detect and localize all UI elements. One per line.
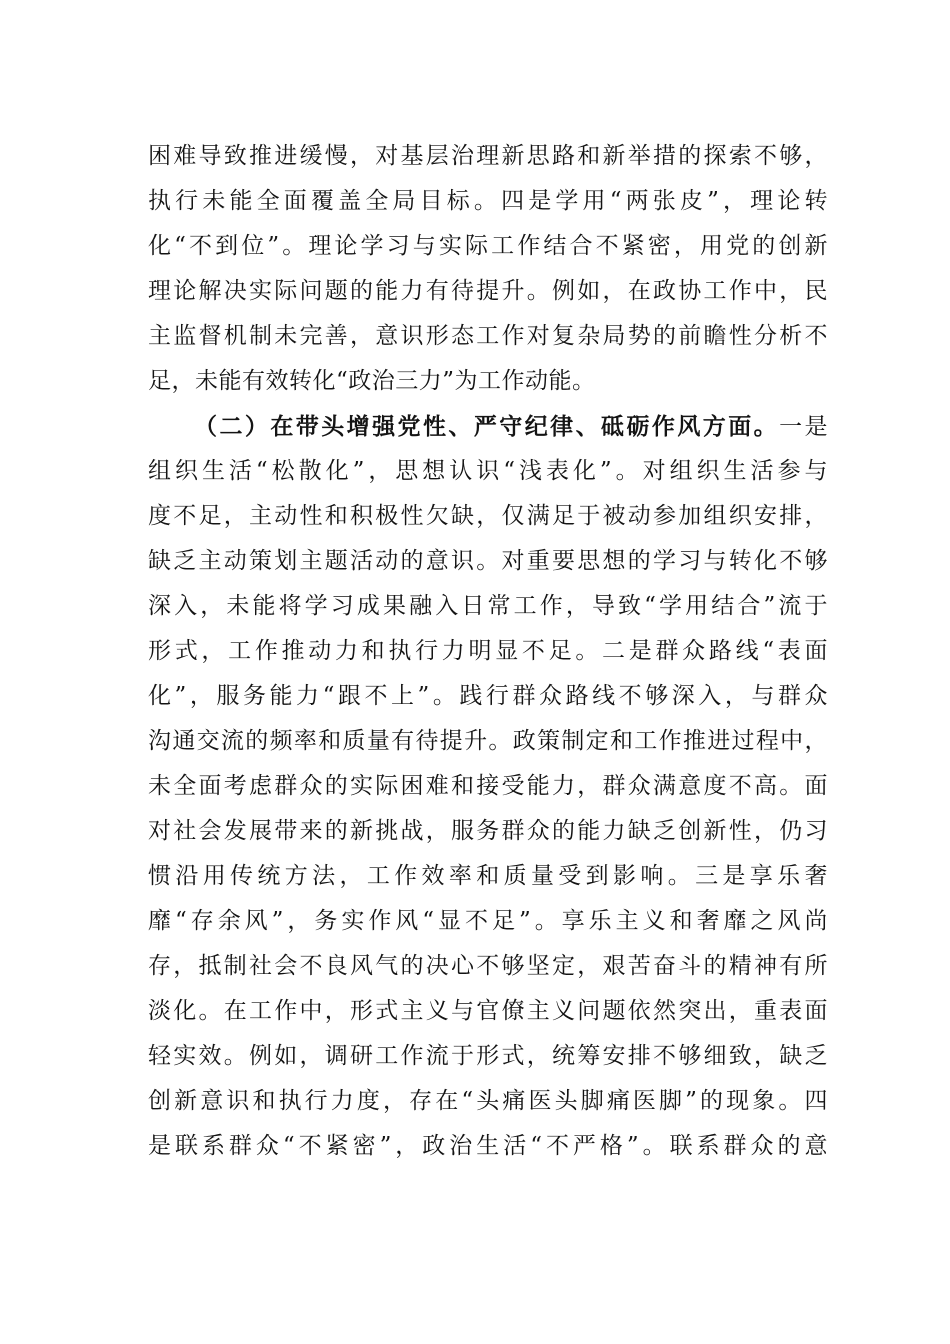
text-line: 主监督机制未完善，意识形态工作对复杂局势的前瞻性分析不 (148, 323, 828, 349)
text-line: 是联系群众“不紧密”，政治生活“不严格”。联系群众的意 (148, 1133, 828, 1159)
text-line: 未全面考虑群众的实际困难和接受能力，群众满意度不高。面 (148, 773, 828, 799)
paragraph-section-2 (148, 404, 828, 1169)
section-heading: （二）在带头增强党性、严守纪律、砥砺作风方面。 (194, 413, 780, 440)
text-line: 淡化。在工作中，形式主义与官僚主义问题依然突出，重表面 (148, 998, 828, 1024)
text-line: 形式，工作推动力和执行力明显不足。二是群众路线“表面 (148, 638, 828, 664)
text-line: 理论解决实际问题的能力有待提升。例如，在政协工作中，民 (148, 278, 828, 304)
text-line: 足，未能有效转化“政治三力”为工作动能。 (148, 368, 596, 394)
text-line: 轻实效。例如，调研工作流于形式，统筹安排不够细致，缺乏 (148, 1043, 828, 1069)
text-line: 惯沿用传统方法，工作效率和质量受到影响。三是享乐奢 (148, 863, 828, 889)
heading-line-rest: 一是 (779, 414, 828, 440)
text-line: 创新意识和执行力度，存在“头痛医头脚痛医脚”的现象。四 (148, 1088, 828, 1114)
paragraph-1 (148, 134, 828, 404)
text-line: 存，抵制社会不良风气的决心不够坚定，艰苦奋斗的精神有所 (148, 953, 828, 979)
text-line: 靡“存余风”，务实作风“显不足”。享乐主义和奢靡之风尚 (148, 908, 828, 934)
text-line: 深入，未能将学习成果融入日常工作，导致“学用结合”流于 (148, 593, 828, 619)
body-text (148, 134, 828, 1169)
text-line: 对社会发展带来的新挑战，服务群众的能力缺乏创新性，仍习 (148, 818, 828, 844)
text-line: 度不足，主动性和积极性欠缺，仅满足于被动参加组织安排， (148, 503, 828, 529)
section-heading-line (148, 404, 828, 449)
text-line: 执行未能全面覆盖全局目标。四是学用“两张皮”，理论转 (148, 188, 828, 214)
text-line: 化“不到位”。理论学习与实际工作结合不紧密，用党的创新 (148, 233, 828, 259)
text-line: 沟通交流的频率和质量有待提升。政策制定和工作推进过程中， (148, 728, 828, 754)
text-line: 组织生活“松散化”，思想认识“浅表化”。对组织生活参与 (148, 458, 828, 484)
text-line: 缺乏主动策划主题活动的意识。对重要思想的学习与转化不够 (148, 548, 828, 574)
text-line: 化”，服务能力“跟不上”。践行群众路线不够深入，与群众 (148, 683, 828, 709)
text-line: 困难导致推进缓慢，对基层治理新思路和新举措的探索不够， (148, 143, 828, 169)
